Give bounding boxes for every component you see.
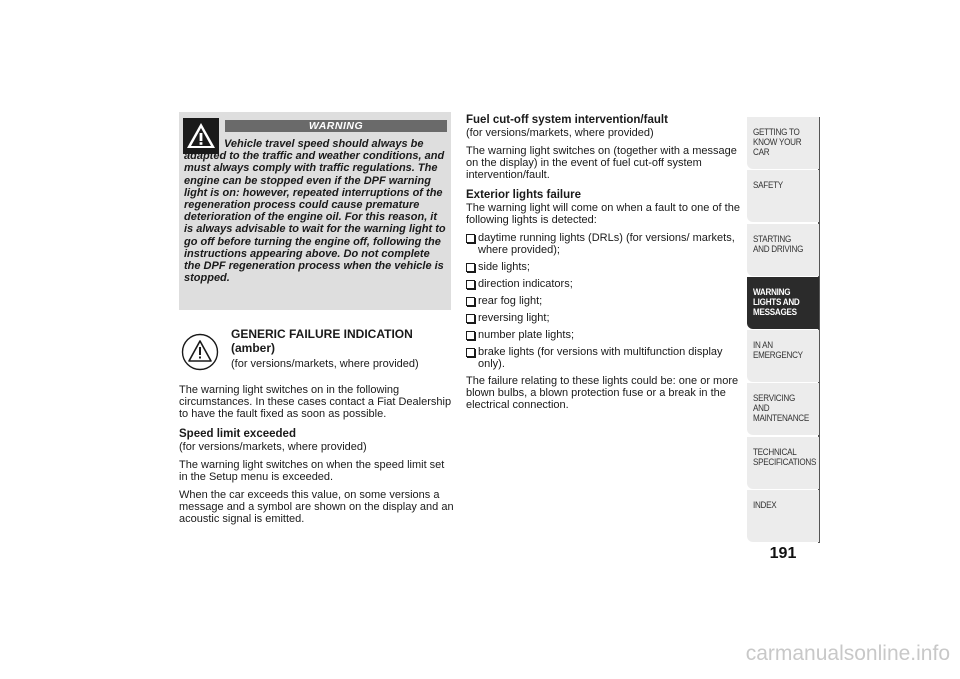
list-item: daytime running lights (DRLs) (for versions/ markets, where provided);	[466, 232, 741, 256]
speed-limit-paragraph-1: The warning light switches on when the speed limit set in the Setup menu is exceeded.	[179, 459, 445, 483]
warning-title: WARNING	[225, 120, 447, 132]
exterior-lights-title: Exterior lights failure	[466, 189, 582, 201]
tab-warning-lights-and-messages[interactable]: WARNING LIGHTS AND MESSAGES	[747, 277, 819, 329]
list-item: side lights;	[466, 261, 741, 273]
speed-limit-subtitle: (for versions/markets, where provided)	[179, 441, 367, 453]
tab-getting-to-know-your-car[interactable]: GETTING TO KNOW YOUR CAR	[747, 117, 819, 169]
generic-failure-title: GENERIC FAILURE INDICATION (amber)	[231, 327, 413, 355]
generic-failure-warning-icon	[181, 333, 219, 371]
checkbox-bullet-icon	[466, 280, 475, 289]
exterior-lights-list	[466, 232, 741, 370]
tab-starting-and-driving[interactable]: STARTING AND DRIVING	[747, 224, 819, 276]
list-item: reversing light;	[466, 312, 741, 324]
warning-body: Vehicle travel speed should always be adapted to the traffic and weather conditions, and must always comply with traffic regulations. The engine can be stopped even if the DPF warning light is on: however, repeated interruptions of the regeneration process could cause premature deterioration of the engine oil. For this reason, it is always advisable to wait for the warning light to go off before turning the engine off, following the instructions appearing above. Do not complete the DPF regeneration process when the vehicle is stopped.	[184, 138, 446, 285]
chapter-tabs	[747, 117, 819, 543]
tab-safety[interactable]: SAFETY	[747, 170, 819, 222]
generic-failure-paragraph: The warning light switches on in the following circumstances. In these cases contact a Fiat Dealership to have the fault fixed as soon as possible.	[179, 384, 452, 420]
speed-limit-paragraph-2: When the car exceeds this value, on some versions a message and a symbol are shown on the display and an acoustic signal is emitted.	[179, 489, 454, 525]
list-item: rear fog light;	[466, 295, 741, 307]
tab-in-an-emergency[interactable]: IN AN EMERGENCY	[747, 330, 819, 382]
list-item: direction indicators;	[466, 278, 741, 290]
tab-index[interactable]: INDEX	[747, 490, 819, 542]
generic-failure-heading-block	[231, 328, 453, 376]
watermark: carmanualsonline.info	[745, 642, 950, 665]
checkbox-bullet-icon	[466, 331, 475, 340]
speed-limit-title: Speed limit exceeded	[179, 428, 296, 440]
checkbox-bullet-icon	[466, 297, 475, 306]
checkbox-bullet-icon	[466, 314, 475, 323]
exterior-lights-intro: The warning light will come on when a fault to one of the following lights is detected:	[466, 202, 740, 226]
fuel-cutoff-subtitle: (for versions/markets, where provided)	[466, 127, 654, 139]
tab-servicing-and-maintenance[interactable]: SERVICING AND MAINTENANCE	[747, 383, 819, 435]
checkbox-bullet-icon	[466, 348, 475, 357]
list-item: brake lights (for versions with multifunction display only).	[466, 346, 741, 370]
fuel-cutoff-paragraph: The warning light switches on (together with a message on the display) in the event of fuel cut-off system intervention/fault.	[466, 145, 737, 181]
checkbox-bullet-icon	[466, 263, 475, 272]
list-item: number plate lights;	[466, 329, 741, 341]
exterior-lights-outro: The failure relating to these lights could be: one or more blown bulbs, a blown protection fuse or a break in the electrical connection.	[466, 375, 739, 411]
right-column-text	[466, 114, 741, 417]
warning-box	[179, 112, 451, 310]
fuel-cutoff-title: Fuel cut-off system intervention/fault	[466, 114, 668, 126]
generic-failure-subtitle: (for versions/markets, where provided)	[231, 358, 419, 370]
left-column-text	[179, 384, 454, 531]
tab-technical-specifications[interactable]: TECHNICAL SPECIFICATIONS	[747, 437, 819, 489]
page-number: 191	[769, 545, 797, 562]
checkbox-bullet-icon	[466, 234, 475, 243]
